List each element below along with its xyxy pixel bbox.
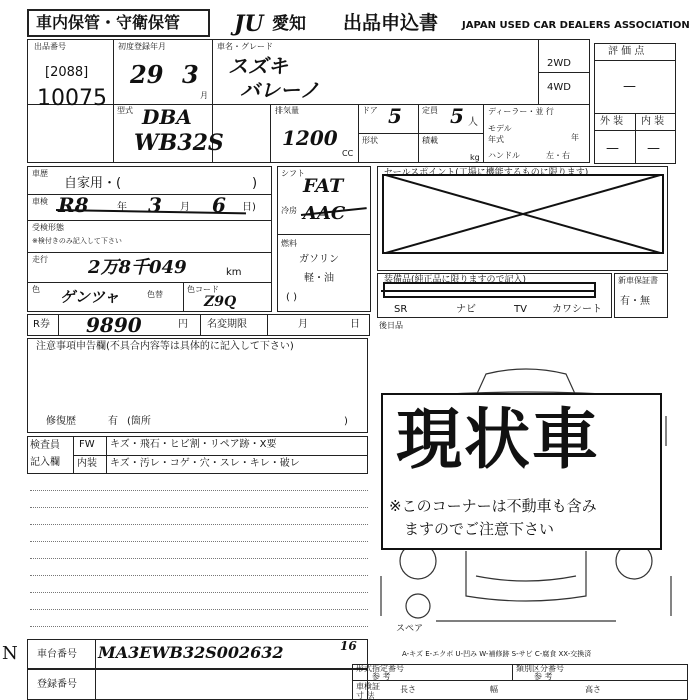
fuel-other: ( ) (286, 292, 297, 303)
type-designation-label: 形式指定番号 (356, 664, 404, 673)
ref-1: 参 考 (372, 672, 391, 681)
displacement-unit: CC (342, 149, 354, 158)
ref-2: 参 考 (534, 672, 553, 681)
lot-label: 出品番号 (34, 42, 66, 51)
ac-value: AAC (303, 203, 346, 224)
capacity-unit: 人 (468, 117, 478, 128)
rating-value: — (623, 79, 636, 94)
inspection-label: 車検 (32, 197, 48, 206)
recycle-row (27, 314, 370, 336)
fuel-gasoline: ガソリン (299, 254, 339, 265)
load-unit: kg (470, 153, 480, 162)
recycle-unit: 円 (178, 319, 188, 330)
dealer-year-label: 年式 (488, 135, 504, 144)
registration-year: 29 (130, 60, 164, 89)
repair-history-value: 有 (108, 416, 118, 427)
handle-options: 左・右 (546, 151, 570, 160)
equipment-seat: カワシート (552, 304, 602, 315)
chassis-suffix: 16 (340, 639, 357, 653)
usage-label: 車歴 (32, 169, 48, 178)
usage-value: 自家用・( (64, 176, 122, 191)
drive-4wd: 4WD (547, 82, 571, 93)
inspector-int-text: キズ・汚レ・コゲ・穴・スレ・キレ・破レ (110, 458, 300, 469)
margin-mark: N (2, 643, 18, 664)
name-change-day: 日 (350, 319, 360, 330)
warranty-label: 新車保証書 (618, 276, 658, 285)
class-number-label: 類別区分番号 (516, 664, 564, 673)
selling-points-label: セールスポイント(工場に機能するものに限ります) (384, 168, 589, 178)
form-title: 出品申込書 (343, 12, 439, 34)
model-label: 車名・グレード (217, 42, 273, 51)
inspector-label-2: 記入欄 (30, 457, 60, 468)
association-name: JAPAN USED CAR DEALERS ASSOCIATION (462, 20, 690, 31)
plate-row (27, 669, 368, 700)
inspection-month-unit: 月 (180, 202, 190, 213)
selling-points-cross (382, 174, 664, 254)
color-label: 色 (32, 285, 40, 294)
registration-month-unit: 月 (200, 91, 208, 100)
inspector-label-1: 検査員 (30, 440, 60, 451)
color-value: ゲンツャ (60, 288, 120, 306)
load-label: 積載 (422, 136, 438, 145)
interior-label: 内 装 (641, 116, 665, 127)
reception-note: ※検付きのみ記入して下さい (32, 237, 122, 245)
registration-label: 初度登録年月 (118, 42, 166, 51)
reception-label: 受検形態 (32, 223, 64, 232)
inspection-day: 6 (212, 193, 226, 217)
chassis-value: MA3EWB32S002632 (98, 643, 284, 662)
model-maker: スズキ (228, 54, 288, 78)
inspection-year-unit: 年 (117, 202, 127, 213)
inspector-fw-text: キズ・飛石・ヒビ割・リペア跡・X要 (110, 439, 277, 450)
mileage-unit: km (226, 267, 242, 278)
storage-stamp: 車内保管・守衛保管 (36, 13, 181, 32)
rating-label: 評 価 点 (608, 46, 645, 57)
ju-logo-prefecture: 愛知 (272, 14, 306, 34)
color-kind-label: 色替 (147, 290, 163, 299)
recycle-label: R券 (33, 319, 50, 330)
mileage-label: 走行 (32, 255, 48, 264)
equipment-navi: ナビ (456, 304, 476, 315)
shift-value: FAT (303, 175, 344, 197)
as-is-note-line1: ※このコーナーは不動車も含み (389, 497, 597, 515)
doors-label: ドア (362, 106, 378, 115)
spare-label: スペア (396, 624, 424, 634)
color-code-value: Z9Q (204, 294, 237, 310)
equipment-strike-box (383, 282, 596, 298)
repair-history-place: (箇所 (127, 416, 151, 427)
height-label: 高さ (585, 685, 601, 694)
ju-logo: JU (234, 11, 264, 37)
displacement-value: 1200 (282, 126, 338, 150)
inspection-year: 3 (148, 193, 162, 217)
name-change-month: 月 (298, 319, 308, 330)
lot-number: 10075 (37, 86, 107, 111)
cert-size: 寸 法 (356, 691, 375, 700)
inspector-int: 内装 (77, 458, 97, 469)
exterior-label: 外 装 (600, 116, 624, 127)
dealer-year-unit: 年 (571, 133, 579, 142)
inspection-day-unit: 日) (242, 202, 256, 213)
chassis-label: 車台番号 (37, 649, 77, 660)
warranty-options: 有・無 (620, 296, 650, 307)
ac-label: 冷房 (281, 206, 297, 215)
type-code-line1: DBA (142, 105, 192, 129)
width-label: 幅 (490, 685, 498, 694)
capacity-label: 定員 (422, 106, 438, 115)
handle-label: ハンドル (488, 151, 520, 160)
inspection-era: R8 (58, 193, 89, 217)
drive-2wd: 2WD (547, 58, 571, 69)
after-date-label: 後日品 (379, 321, 403, 330)
as-is-vehicle-title: 現状車 (396, 401, 600, 478)
lot-sub-number: [2088] (45, 65, 89, 80)
fuel-diesel: 軽・油 (304, 273, 334, 284)
dealer-model: モデル (488, 124, 512, 133)
name-change-label: 名変期限 (207, 319, 247, 330)
notes-box (27, 338, 368, 433)
type-label: 型式 (117, 106, 133, 115)
interior-value: — (647, 141, 660, 156)
registration-month: 3 (182, 60, 199, 89)
capacity-value: 5 (450, 104, 464, 128)
equipment-tv: TV (514, 304, 527, 315)
fuel-label: 燃料 (281, 239, 297, 248)
cert-label: 車検証 (356, 682, 380, 691)
repair-history-close: ) (344, 416, 348, 427)
usage-close: ) (252, 176, 258, 191)
repair-history-label: 修復歴 (46, 416, 76, 427)
model-name: バレーノ (240, 78, 320, 102)
length-label: 長さ (400, 685, 416, 694)
shift-label: シフト (281, 169, 305, 178)
equipment-label: 装備品(純正品に限りますので記入) (384, 275, 527, 285)
damage-legend: A-キズ E-エクボ U-凹み W-補修跡 S-サビ C-腐食 XX-交換済 (402, 650, 592, 658)
shape-label: 形状 (362, 136, 378, 145)
as-is-note-line2: ますのでご注意下さい (404, 520, 555, 538)
inspector-fw: FW (79, 439, 95, 450)
displacement-label: 排気量 (275, 106, 299, 115)
dealer-label: ディーラー・並 行 (488, 107, 554, 116)
color-code-label: 色コード (187, 285, 219, 294)
mileage-value: 2万8千049 (88, 257, 187, 278)
exterior-value: — (606, 141, 619, 156)
type-code-line2: WB32S (134, 130, 224, 156)
equipment-sr: SR (394, 304, 408, 315)
doors-value: 5 (388, 104, 402, 128)
plate-label: 登録番号 (37, 679, 77, 690)
notes-label: 注意事項申告欄(不具合内容等は具体的に記入して下さい) (36, 341, 294, 352)
recycle-value: 9890 (86, 313, 142, 337)
